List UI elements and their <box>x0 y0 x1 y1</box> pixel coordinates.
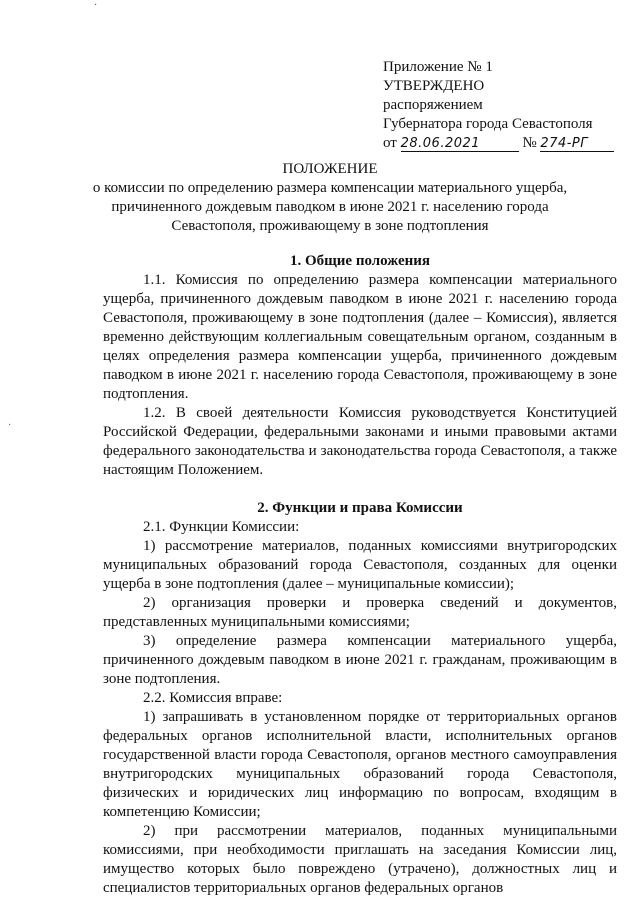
title-heading: ПОЛОЖЕНИЕ <box>282 161 378 177</box>
title-line-1: о комиссии по определению размера компенсации материального ущерба, <box>92 180 568 196</box>
approval-block <box>383 58 614 153</box>
scan-speck: · <box>8 420 12 431</box>
number-handwritten: 274-РГ <box>540 136 589 151</box>
function-3: 3) определение размера компенсации материального ущерба, причиненного дождевым паводком в июне 2021 г. гражданам, проживающим в зоне подтопления. <box>103 633 617 687</box>
title-line-2: причиненного дождевым паводком в июне 2021 г. населению города <box>111 199 549 215</box>
function-2: 2) организация проверки и проверка сведений и документов, представленных муниципальными комиссиями; <box>103 595 617 630</box>
paragraph-1-2: 1.2. В своей деятельности Комиссия руководствуется Конституцией Российской Федерации, федеральными законами и иными правовыми актами федерального законодательства и законодательства города Севастополя, а также настоящим Положением. <box>103 405 617 478</box>
number-field <box>540 136 614 152</box>
governor-label: Губернатора города Севастополя <box>383 116 593 132</box>
subsection-2-2: 2.2. Комиссия вправе: <box>143 690 283 706</box>
from-label: от <box>383 135 397 151</box>
date-number-line <box>383 134 614 153</box>
date-field <box>401 136 519 152</box>
function-1: 1) рассмотрение материалов, поданных комиссиями внутригородских муниципальных образований города Севастополя, созданных для оценки ущерба в зоне подтопления (далее – муниципальные комиссии); <box>103 538 617 592</box>
by-order-label: распоряжением <box>383 97 483 113</box>
number-label: № <box>522 135 537 151</box>
document-body <box>103 252 617 898</box>
approved-label: УТВЕРЖДЕНО <box>383 78 485 94</box>
scan-speck: · <box>94 0 98 11</box>
right-1: 1) запрашивать в установленном порядке от территориальных органов федеральных органов исполнительной власти, исполнительных органов государственной власти города Севастополя, органов местного самоуправления внутригородских муниципальных образований города Севастополя, физических и юридических лиц информацию по вопросам, входящим в компетенцию Комиссии; <box>103 709 617 820</box>
title-line-3: Севастополя, проживающему в зоне подтопления <box>171 218 489 234</box>
subsection-2-1: 2.1. Функции Комиссии: <box>143 519 300 535</box>
appendix-number: Приложение № 1 <box>383 59 493 75</box>
paragraph-1-1: 1.1. Комиссия по определению размера компенсации материального ущерба, причиненного дождевым паводком в июне 2021 г. населению города Севастополя, проживающему в зоне подтопления (далее – Комиссия), является временно действующим коллегиальным совещательным органом, созданным в целях определения размера компенсации ущерба, причиненного дождевым паводком в июне 2021 г. населению города Севастополя, проживающему в зоне подтопления. <box>103 272 617 402</box>
section-2-heading: 2. Функции и права Комиссии <box>257 500 463 516</box>
document-title <box>60 160 600 236</box>
section-1-heading: 1. Общие положения <box>289 253 431 269</box>
right-2: 2) при рассмотрении материалов, поданных муниципальными комиссиями, при необходимости приглашать на заседания Комиссии лиц, имущество которых было повреждено (утрачено), должностных лиц и специалистов территориальных органов федеральных органов <box>103 823 617 896</box>
date-handwritten: 28.06.2021 <box>400 136 481 151</box>
